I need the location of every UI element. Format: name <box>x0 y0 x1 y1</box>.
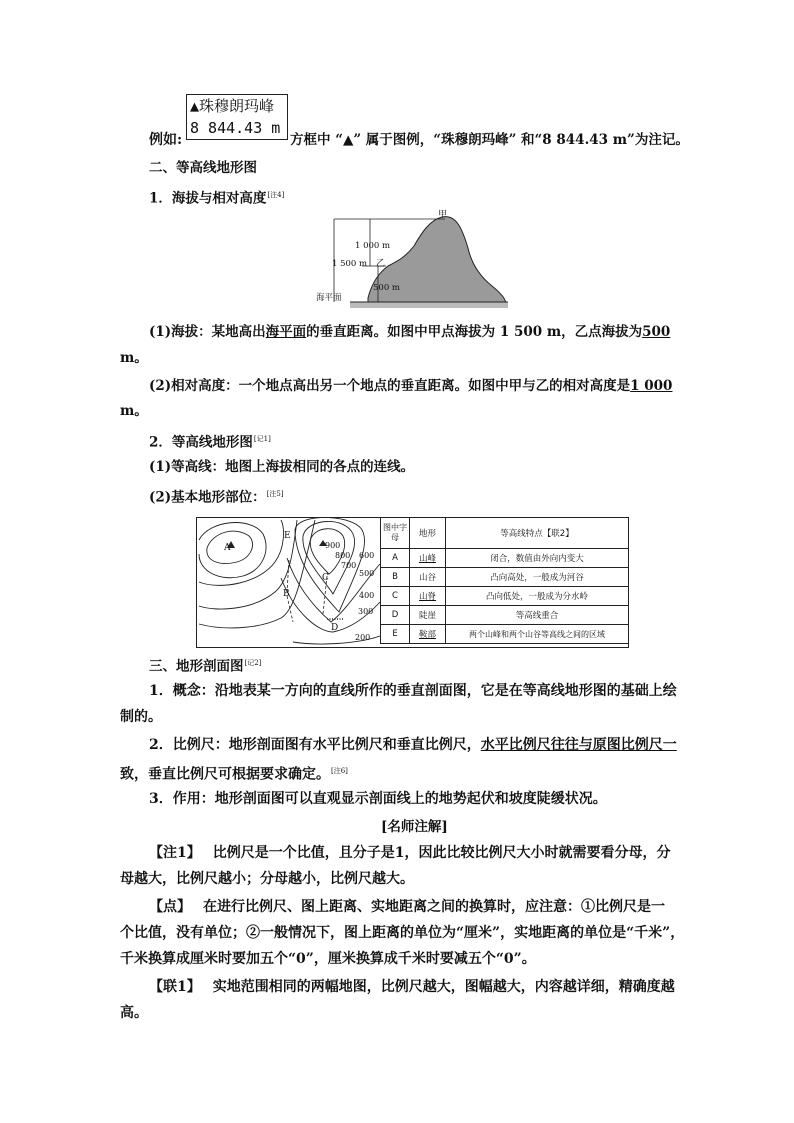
relative-height-unit: m。 <box>120 403 148 419</box>
terrain-parts-text: (2)基本地形部位： <box>149 489 266 506</box>
row-feature: 闭合，数值由外向内变大 <box>446 549 629 568</box>
row-terrain: 鞍部 <box>410 625 446 644</box>
contour-definition: (1)等高线：地图上海拔相同的各点的连线。 <box>149 459 415 475</box>
contour-label-300: 300 <box>358 607 374 616</box>
row-feature: 等高线重合 <box>446 606 629 625</box>
legend-box-line1: ▲珠穆朗玛峰 <box>190 97 275 115</box>
row-terrain: 山峰 <box>410 549 446 568</box>
altitude-text-a: (1)海拔：某地高出 <box>149 324 266 340</box>
legend-box-line2: 8 844.43 m <box>190 119 281 137</box>
height-1000-label: 1 000 m <box>355 241 391 251</box>
point-line3: 千米换算成厘米时要加五个“0”，厘米换算成千米时要减五个“0”。 <box>120 951 536 967</box>
concept-line2: 制的。 <box>120 709 162 725</box>
contour-figure <box>196 517 629 648</box>
row-feature: 凸向低处，一般成为分水岭 <box>446 587 629 606</box>
legend-box <box>186 94 288 140</box>
table-row <box>381 587 629 606</box>
example-label: 例如: <box>149 132 183 148</box>
scale-note: [注6] <box>331 767 348 775</box>
table-row <box>381 549 629 568</box>
altitude-profile-figure <box>310 208 510 314</box>
contour-label-B: B <box>283 589 290 599</box>
contour-label-900: 900 <box>325 541 341 550</box>
table-row <box>381 568 629 587</box>
terrain-parts-title <box>149 484 284 508</box>
terrain-table-header <box>381 518 629 549</box>
section3-note: [记2] <box>244 659 262 667</box>
relative-text-a: (2)相对高度：一个地点高出另一个地点的垂直距离。如图中甲与乙的相对高度是 <box>149 378 631 394</box>
terrain-table <box>380 517 629 644</box>
header-letter: 图中字母 <box>381 518 410 549</box>
row-feature: 两个山峰和两个山谷等高线之间的区域 <box>446 625 629 644</box>
example-text: 方框中 “▲” 属于图例，“珠穆朗玛峰” 和“8 844.43 m”为注记。 <box>290 132 689 148</box>
link1-line1 <box>149 977 675 997</box>
height-500-label: 500 m <box>373 283 400 293</box>
contour-label-600: 600 <box>359 551 375 560</box>
section3-title-text: 三、地形剖面图 <box>149 658 244 675</box>
table-row <box>381 625 629 644</box>
row-letter: A <box>381 549 410 568</box>
item2-title <box>149 429 271 453</box>
section3-title <box>149 653 261 677</box>
note1-line1 <box>149 843 671 863</box>
contour-label-200: 200 <box>355 633 371 642</box>
row-letter: D <box>381 606 410 625</box>
note1-text1: 比例尺是一个比值，且分子是1，因此比较比例尺大小时就需要看分母，分 <box>212 845 671 861</box>
notes-title: [名师注解] <box>381 819 448 835</box>
contour-label-D: D <box>331 623 339 633</box>
contour-label-400: 400 <box>359 591 375 600</box>
altitude-unit: m。 <box>120 350 148 366</box>
concept-line1: 1．概念：沿地表某一方向的直线所作的垂直剖面图，它是在等高线地形图的基础上绘 <box>149 683 677 699</box>
scale-text-c: 致，垂直比例尺可根据要求确定。 <box>120 766 330 783</box>
scale-text-b: 水平比例尺往往与原图比例尺一 <box>480 737 677 753</box>
contour-label-E: E <box>284 531 291 541</box>
altitude-term-sea-level: 海平面 <box>265 324 307 340</box>
item2-title-text: 2．等高线地形图 <box>149 434 253 451</box>
row-letter: E <box>381 625 410 644</box>
link1-line2: 高。 <box>120 1005 148 1021</box>
point-line1 <box>149 897 665 917</box>
point-tag: 【点】 <box>149 899 191 915</box>
header-terrain: 地形 <box>410 518 446 549</box>
row-terrain: 山谷 <box>410 568 446 587</box>
scale-line1 <box>149 735 677 755</box>
relative-height-paragraph <box>149 376 672 396</box>
altitude-paragraph <box>149 322 670 342</box>
section2-title: 二、等高线地形图 <box>149 160 257 176</box>
item2-note: [记1] <box>253 435 271 443</box>
point-line2: 个比值，没有单位；②一般情况下，图上距离的单位为“厘米”，实地距离的单位是“千米”， <box>120 925 685 941</box>
terrain-parts-note: [注5] <box>266 490 284 498</box>
item1-title-text: 1．海拔与相对高度 <box>149 190 267 207</box>
item1-title <box>149 185 284 209</box>
point-text1: 在进行比例尺、图上距离、实地距离之间的换算时，应注意：①比例尺是一 <box>203 899 665 915</box>
header-feature: 等高线特点【联2】 <box>446 518 629 549</box>
contour-label-800: 800 <box>335 551 351 560</box>
scale-text-a: 2．比例尺：地形剖面图有水平比例尺和垂直比例尺， <box>149 737 481 753</box>
contour-label-500: 500 <box>359 569 375 578</box>
item1-note: [注4] <box>267 191 285 199</box>
relative-value-1000: 1 000 <box>630 378 673 394</box>
link1-text1: 实地范围相同的两幅地图，比例尺越大，图幅越大，内容越详细，精确度越 <box>212 979 675 995</box>
row-feature: 凸向高处，一般成为河谷 <box>446 568 629 587</box>
table-row <box>381 606 629 625</box>
link1-tag: 【联1】 <box>149 979 201 995</box>
contour-label-700: 700 <box>341 561 357 570</box>
altitude-value-500: 500 <box>642 324 671 340</box>
note1-tag: 【注1】 <box>149 845 201 861</box>
contour-map <box>197 518 380 647</box>
row-letter: B <box>381 568 410 587</box>
sea-level-label: 海平面 <box>316 293 342 303</box>
note1-line2: 母越大，比例尺越小；分母越小，比例尺越大。 <box>120 871 414 887</box>
row-terrain: 陡崖 <box>410 606 446 625</box>
row-terrain: 山脊 <box>410 587 446 606</box>
contour-label-A: A <box>224 543 231 553</box>
contour-label-C: C <box>322 573 329 583</box>
sea-level-bar <box>350 302 508 308</box>
point-b-label: 乙 <box>376 259 386 269</box>
altitude-text-c: 的垂直距离。如图中甲点海拔为 1 500 m，乙点海拔为 <box>306 324 643 340</box>
peak-label: 甲 <box>438 210 448 220</box>
scale-line2 <box>120 761 348 785</box>
row-letter: C <box>381 587 410 606</box>
use-line: 3．作用：地形剖面图可以直观显示剖面线上的地势起伏和坡度陡缓状况。 <box>149 791 607 807</box>
height-1500-label: 1 500 m <box>332 259 368 269</box>
